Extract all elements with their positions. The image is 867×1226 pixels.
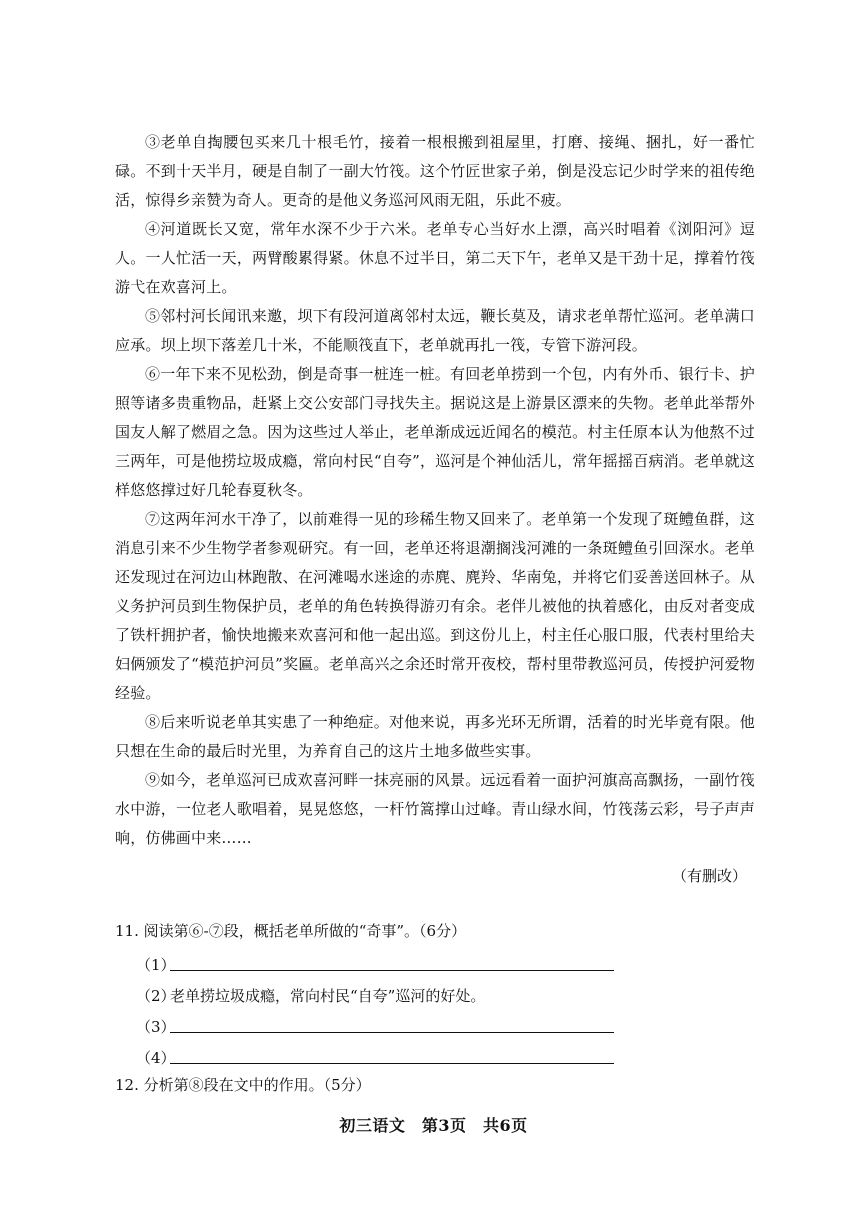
paragraph-3: ③老单自掏腰包买来几十根毛竹，接着一根根搬到祖屋里，打磨、接绳、捆扎，好一番忙碌。不到十天半月，硬是自制了一副大竹筏。这个竹匠世家子弟，倒是没忘记少时学来的祖传绝活，惊得乡亲赞为奇人。更奇的是他义务巡河风雨无阻，乐此不疲。 [115,133,755,209]
source-note: （有删改） [671,867,747,885]
paragraph-8: ⑧后来听说老单其实患了一种绝症。对他来说，再多光环无所谓，活着的时光毕竟有限。他只想在生命的最后时光里，为养育自己的这片土地多做些实事。 [115,713,755,760]
answer-text-2: 老单捞垃圾成瘾，常向村民“自夸”巡河的好处。 [170,987,486,1005]
article-body [115,128,755,891]
question-11-item-4 [115,1039,755,1070]
question-12-title: 12. 分析第⑧段在文中的作用。（5分） [115,1076,371,1094]
paragraph-7: ⑦这两年河水干净了，以前难得一见的珍稀生物又回来了。老单第一个发现了斑鳢鱼群，这消息引来不少生物学者参观研究。有一回，老单还将退潮搁浅河滩的一条斑鳢鱼引回深水。老单还发现过在河边山林跑散、在河滩喝水迷途的赤麂、麂羚、华南兔，并将它们妥善送回林子。从义务护河员到生物保护员，老单的角色转换得游刃有余。老伴儿被他的执着感化，由反对者变成了铁杆拥护者，愉快地搬来欢喜河和他一起出巡。到这份儿上，村主任心服口服，代表村里给夫妇俩颁发了“模范护河员”奖匾。老单高兴之余还时常开夜校，帮村里带教巡河员，传授护河爱物经验。 [115,510,755,702]
item-number: （1） [136,956,176,974]
question-11-item-1 [115,946,755,977]
answer-blank-3[interactable] [170,1014,614,1033]
item-number: （3） [136,1018,176,1036]
question-11-title: 11. 阅读第⑥-⑦段，概括老单所做的“奇事”。（6分） [115,922,467,940]
paragraph-4: ④河道既长又宽，常年水深不少于六米。老单专心当好水上漂，高兴时唱着《浏阳河》逗人。一人忙活一天，两臂酸累得紧。休息不过半日，第二天下午，老单又是干劲十足，撑着竹筏游弋在欢喜河上。 [115,220,755,296]
paragraph-9: ⑨如今，老单巡河已成欢喜河畔一抹亮丽的风景。远远看着一面护河旗高高飘扬，一副竹筏水中游，一位老人歌唱着，晃晃悠悠，一杆竹篙撑山过峰。青山绿水间，竹筏荡云彩，号子声声响，仿佛画中来…… [115,771,755,847]
paragraph-6: ⑥一年下来不见松劲，倒是奇事一桩连一桩。有回老单捞到一个包，内有外币、银行卡、护照等诸多贵重物品，赶紧上交公安部门寻找失主。据说这是上游景区漂来的失物。老单此举帮外国友人解了燃眉之急。因为这些过人举止，老单渐成远近闻名的模范。村主任原本认为他熬不过三两年，可是他捞垃圾成瘾，常向村民“自夸”，巡河是个神仙活儿，常年摇摇百病消。老单就这样悠悠撑过好几轮春夏秋冬。 [115,365,755,499]
questions-section [115,916,755,1100]
item-number: （4） [136,1049,176,1067]
page-footer: 初三语文 第3页 共6页 [339,1116,528,1135]
question-11-item-3 [115,1008,755,1039]
answer-blank-1[interactable] [170,952,614,971]
answer-blank-4[interactable] [170,1045,614,1064]
question-11-item-2 [115,977,755,1008]
item-number: （2） [136,987,176,1005]
paragraph-5: ⑤邻村河长闻讯来邀，坝下有段河道离邻村太远，鞭长莫及，请求老单帮忙巡河。老单满口应承。坝上坝下落差几十米，不能顺筏直下，老单就再扎一筏，专管下游河段。 [115,307,755,354]
